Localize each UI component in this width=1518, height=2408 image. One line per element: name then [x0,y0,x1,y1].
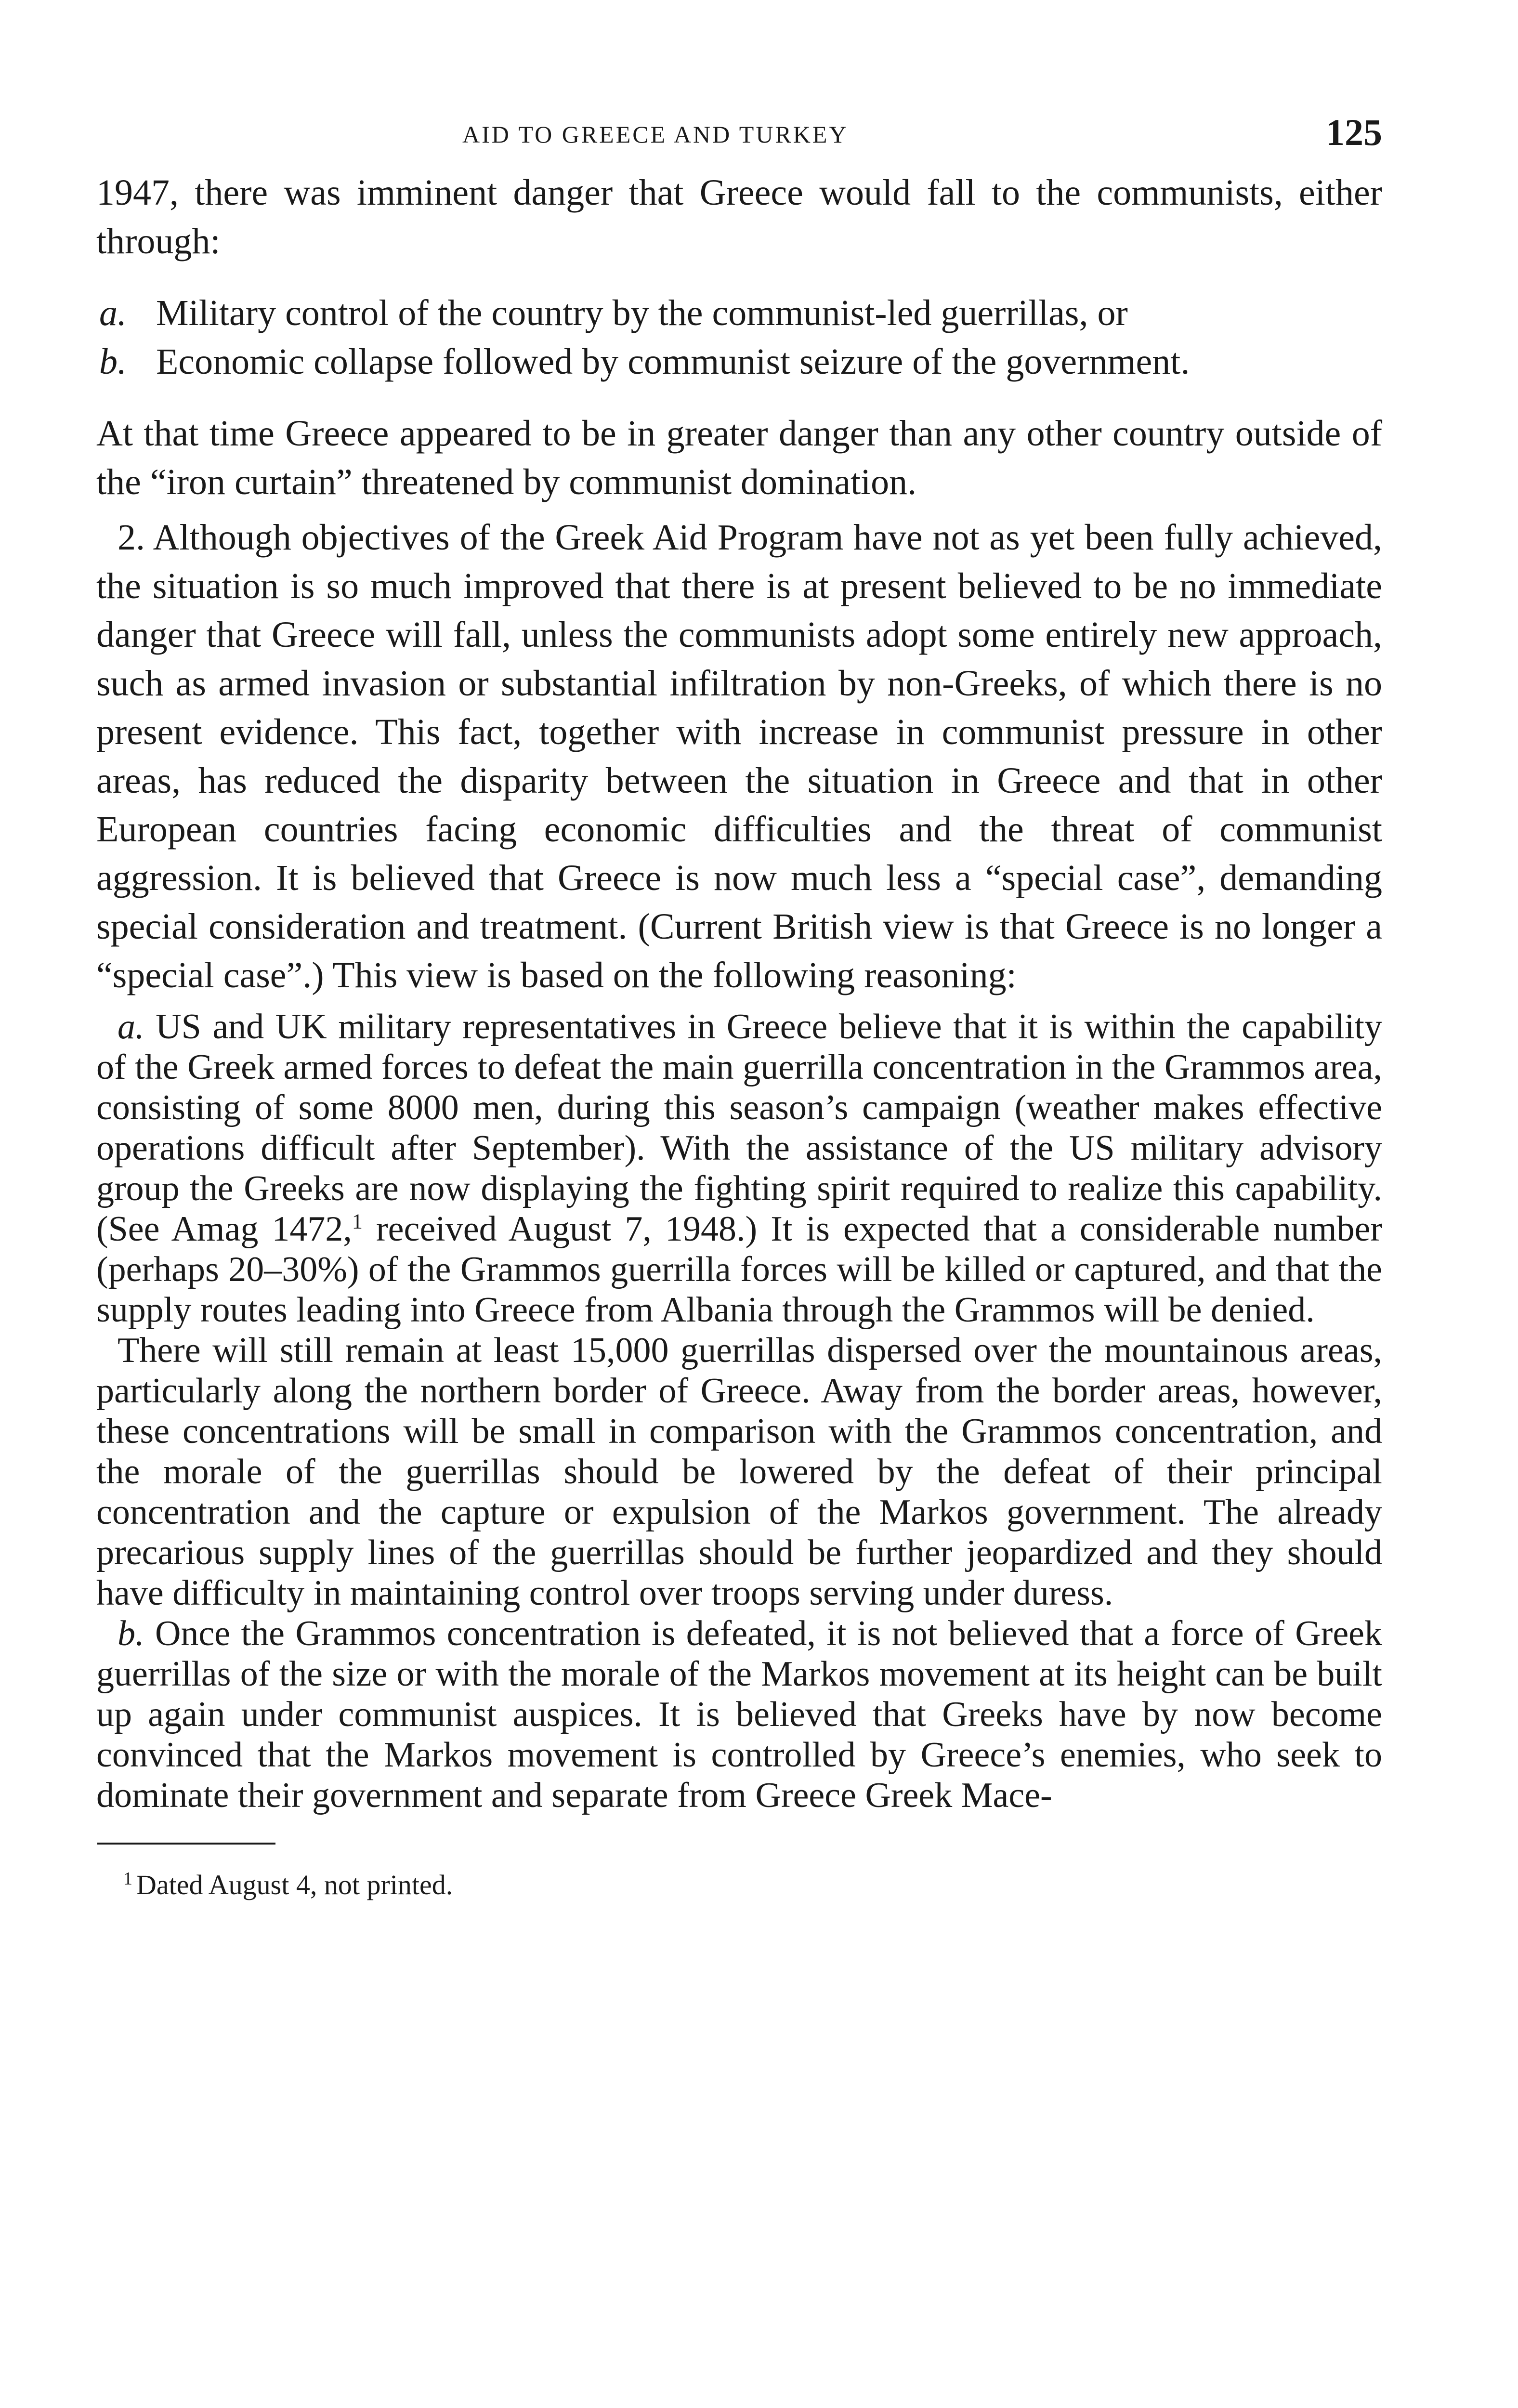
reasoning-b-text: Once the Grammos concentration is defeated, it is not believed that a force of Greek guerrillas of the size or with the morale of the Markos movement at its height can be built up again under communist auspices. It is believed that Greeks have by now become convinced that the Markos movement is controlled by Greece’s enemies, who seek to dominate their government and separate from Greece Greek Mace- [96,1614,1383,1815]
list-item-text: Economic collapse followed by communist seizure of the government. [156,341,1190,382]
spacer [96,386,1382,409]
reasoning-b-paragraph [96,1613,1382,1816]
point-2-paragraph: 2. Although objectives of the Greek Aid Program have not as yet been fully achieved, the situation is so much improved that there is at present believed to be no immediate danger that Greece will fall, unless the communists adopt some entirely new approach, such as armed invasion or substantial infiltration by non-Greeks, of which there is no present evidence. This fact, together with increase in communist pressure in other areas, has reduced the disparity between the situation in Greece and that in other European countries facing economic difficulties and the threat of communist aggression. It is believed that Greece is now much less a “special case”, demanding special consideration and treatment. (Current British view is that Greece is no longer a “special case”.) This view is based on the following reasoning: [96,517,1382,995]
list-marker: b. [99,341,127,382]
list-item-text: Military control of the country by the communist-led guerrillas, or [156,293,1128,333]
page-header [96,111,1382,169]
reasoning-a-marker: a. [118,1007,144,1047]
running-head: AID TO GREECE AND TURKEY [462,121,849,148]
footnote-number: 1 [123,1868,132,1889]
document-page [96,111,1382,1901]
summary-paragraph: At that time Greece appeared to be in greater danger than any other country outside of the “iron curtain” threatened by communist domination. [96,413,1382,502]
danger-list-item-a [96,289,1382,338]
list-marker: a. [99,293,127,333]
footnote-divider [97,1843,275,1845]
spacer [96,507,1382,513]
reasoning-a-text-cont: received August 7, 1948.) It is expected that a considerable number (perhaps 20–30%) of the Grammos guerrilla forces will be killed or captured, and that the supply routes leading into Greece from Albania through the Grammos will be denied. [96,1209,1382,1330]
reasoning-a-text: US and UK military representatives in Greece believe that it is within the capability of the Greek armed forces to defeat the main guerrilla concentration in the Grammos area, consisting of some 8000 men, during this season’s campaign (weather makes effective operations difficult after September). With the assistance of the US military advisory group the Greeks are now displaying the fighting spirit required to realize this capability. (See Amag 1472, [96,1007,1382,1249]
body-text [96,169,1382,1816]
footnote-text: Dated August 4, not printed. [136,1869,453,1900]
danger-list-item-b [96,338,1382,386]
intro-paragraph: 1947, there was imminent danger that Greece would fall to the communists, either through: [96,172,1382,262]
footnote [123,1869,1382,1901]
page-number: 125 [1326,111,1382,153]
spacer [96,1000,1382,1007]
footnote-reference[interactable]: 1 [352,1209,363,1233]
reasoning-a-continuation: There will still remain at least 15,000 guerrillas dispersed over the mountainous areas, particularly along the northern border of Greece. Away from the border areas, however, these concentrations will be small in comparison with the Grammos concentration, and the morale of the guerrillas should be lowered by the defeat of their principal concentration and the capture or expulsion of the Markos government. The already precarious supply lines of the guerrillas should be further jeopardized and they should have difficulty in maintaining control over troops serving under duress. [96,1331,1382,1613]
reasoning-b-marker: b. [118,1614,144,1653]
reasoning-a-paragraph [96,1007,1382,1330]
reasoning-section [96,1007,1382,1816]
spacer [96,266,1382,289]
